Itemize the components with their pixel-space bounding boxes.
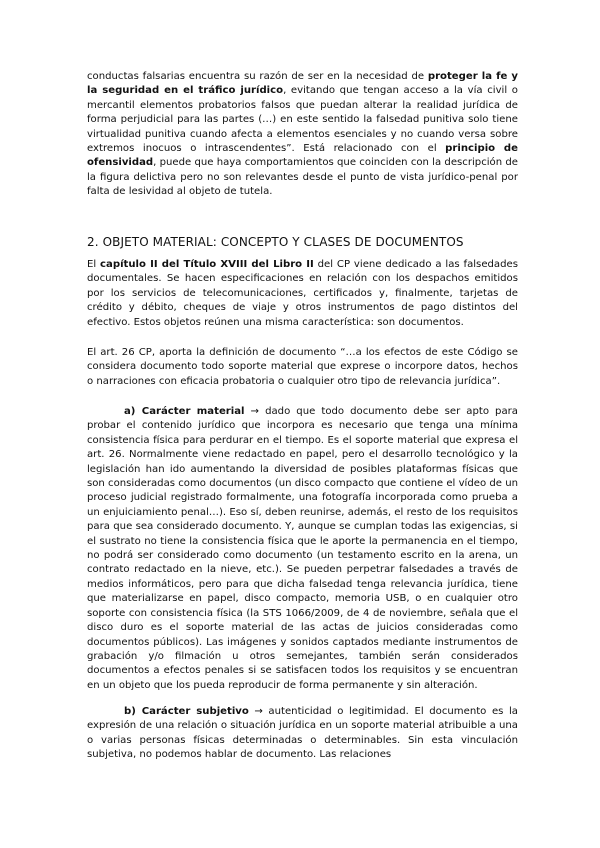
bold-phrase: capítulo II del Título XVIII del Libro II: [100, 259, 314, 270]
text-run: conductas falsarias encuentra su razón de ser en la necesidad de: [87, 71, 428, 82]
text-run: , puede que haya comportamientos que coinciden con la descripción de la figura delictiva pero no son relevantes desde el punto de vista jurídico-penal por falta de lesividad al objeto de tutela.: [87, 157, 518, 198]
text-run: El art. 26 CP, aporta la definición de documento “…a los efectos de este Código se considera documento todo soporte material que exprese o incorpore datos, hechos o narraciones con eficacia probatoria o cualquier otro tipo de relevancia jurídica”.: [87, 347, 518, 387]
text-run: del CP viene dedicado a las falsedades documentales. Se hacen especificaciones en relación con los despachos emitidos por los servicios de telecomunicaciones, certificados y, finalmente, tarjetas de crédito y débito, cheques de viaje y otros instrumentos de pago distintos del efectivo. Estos objetos reúnen una misma característica: son documentos.: [87, 259, 518, 328]
bold-phrase: b) Carácter subjetivo: [124, 706, 249, 717]
bold-phrase: a) Carácter material: [124, 406, 245, 417]
paragraph-caracter-subjetivo: [87, 705, 518, 763]
paragraph-capitulo: [87, 258, 518, 330]
text-run: El: [87, 259, 101, 270]
bold-phrase: proteger la fe y la seguridad en el tráfico jurídico: [87, 71, 518, 97]
bold-phrase: principio de ofensividad: [87, 143, 519, 169]
text-run: → autenticidad o legitimidad. El documento es la expresión de una relación o situación jurídica en un soporte material atribuible a una o varias personas físicas determinadas o determinables. Sin esta vinculación subjetiva, no podemos hablar de documento. Las relaciones: [87, 706, 518, 761]
paragraph-art-26: [87, 346, 518, 389]
paragraph-lesividad: [87, 70, 518, 200]
section-heading: 2. OBJETO MATERIAL: CONCEPTO Y CLASES DE DOCUMENTOS: [87, 235, 464, 249]
text-run: , evitando que tengan acceso a la vía civil o mercantil elementos probatorios falsos que puedan alterar la realidad jurídica de forma perjudicial para las partes (…) en este sentido la falsedad punitiva solo tiene virtualidad punitiva cuando afecta a elementos esenciales y no cuando versa sobre extremos inocuos o intrascendentes”. Está relacionado con el: [87, 85, 518, 155]
text-run: → dado que todo documento debe ser apto para probar el contenido jurídico que incorpora es necesario que tenga una mínima consistencia física para perdurar en el tiempo. Es el soporte material que expresa el art. 26. Normalmente viene redactado en papel, pero el desarrollo tecnológico y la legislación han ido aumentando la diversidad de posibles plataformas físicas que son consideradas como documentos (un disco compacto que contiene el vídeo de un proceso judicial registrado formalmente, una fotografía incorporada como prueba a un enjuiciamiento penal…). Eso sí, deben reunirse, además, el resto de los requisitos para que sea considerado documento. Y, aunque se cumplan todas las exigencias, si el sustrato no tiene la consistencia física que le aporte la permanencia en el tiempo, no podrá ser considerado como documento (un testamento escrito en la arena, un contrato redactado en la nieve, etc.). Se pueden perpetrar falsedades a través de medios informáticos, pero para que dicha falsedad tenga relevancia jurídica, tiene que materializarse en papel, disco compacto, memoria USB, o en cualquier otro soporte con consistencia física (la STS 1066/2009, de 4 de noviembre, señala que el disco duro es el soporte material de las actas de juicios consideradas como documentos públicos). Las imágenes y sonidos captados mediante instrumentos de grabación y/o filmación u otros semejantes, también serán considerados documentos a efectos penales si se satisfacen todos los requisitos y se encuentran en un objeto que los pueda reproducir de forma permanente y sin alteración.: [87, 406, 518, 691]
paragraph-caracter-material: [87, 405, 518, 693]
